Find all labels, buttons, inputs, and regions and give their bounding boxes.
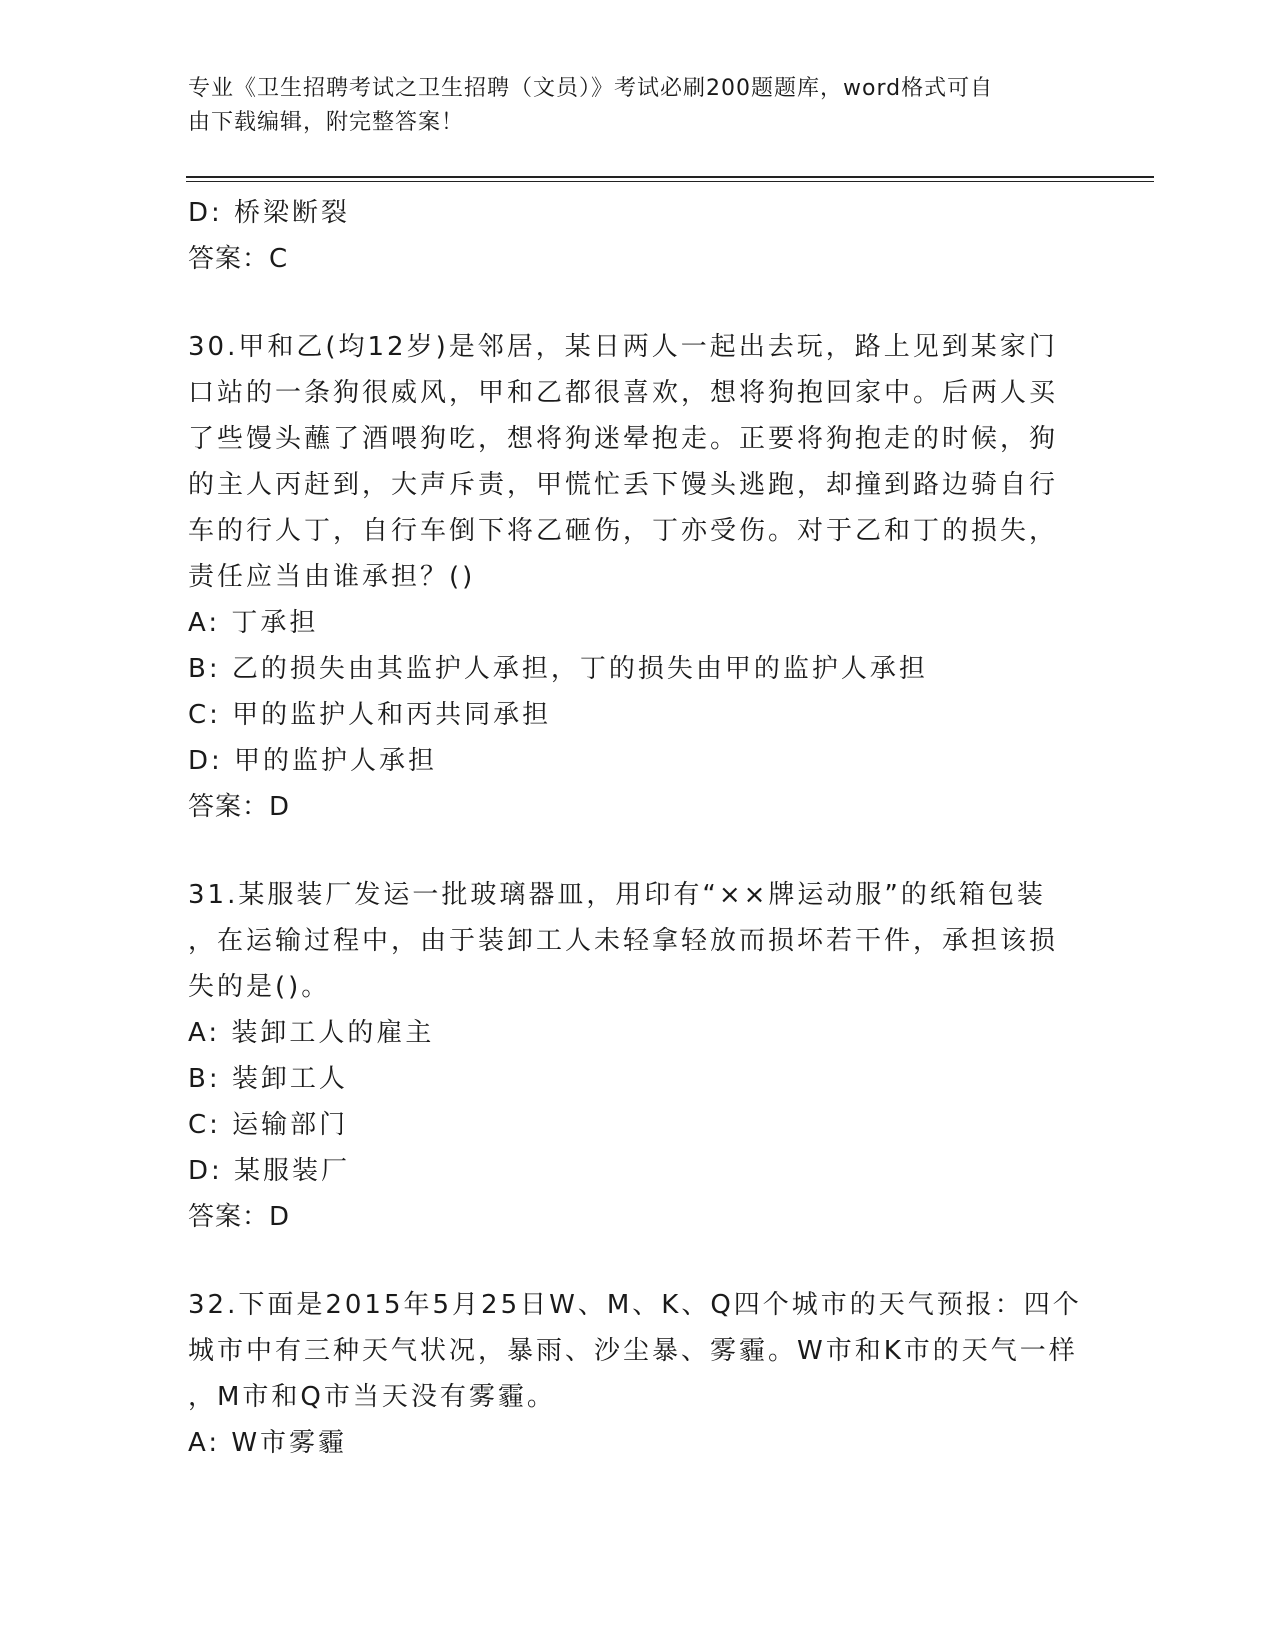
document-header bbox=[188, 72, 1068, 140]
question-stem-line: 失的是()。 bbox=[188, 972, 331, 1002]
question-stem-line: 口站的一条狗很威风，甲和乙都很喜欢，想将狗抱回家中。后两人买 bbox=[188, 378, 1059, 408]
question-32 bbox=[188, 1282, 1088, 1466]
option-d: D: 桥梁断裂 bbox=[188, 198, 351, 228]
question-stem-line: 车的行人丁，自行车倒下将乙砸伤，丁亦受伤。对于乙和丁的损失， bbox=[188, 516, 1059, 546]
answer: 答案：D bbox=[188, 792, 291, 822]
header-divider bbox=[186, 176, 1154, 178]
header-divider-thin bbox=[186, 181, 1154, 182]
question-stem-line: 32.下面是2015年5月25日W、M、K、Q四个城市的天气预报：四个 bbox=[188, 1290, 1082, 1320]
question-stem-line: 了些馒头蘸了酒喂狗吃，想将狗迷晕抱走。正要将狗抱走的时候，狗 bbox=[188, 424, 1059, 454]
option-d: D: 甲的监护人承担 bbox=[188, 746, 438, 776]
option-b: B: 装卸工人 bbox=[188, 1064, 348, 1094]
option-d: D: 某服装厂 bbox=[188, 1156, 351, 1186]
answer: 答案：C bbox=[188, 244, 289, 274]
option-a: A: W市雾霾 bbox=[188, 1428, 348, 1458]
question-stem-line: ，M市和Q市当天没有雾霾。 bbox=[188, 1382, 556, 1412]
header-line: 由下载编辑，附完整答案！ bbox=[188, 110, 465, 135]
question-stem-line: 的主人丙赶到，大声斥责，甲慌忙丢下馒头逃跑，却撞到路边骑自行 bbox=[188, 470, 1059, 500]
question-stem-line: 责任应当由谁承担？() bbox=[188, 562, 476, 592]
question-31 bbox=[188, 872, 1088, 1240]
question-30 bbox=[188, 324, 1088, 830]
header-line: 专业《卫生招聘考试之卫生招聘（文员）》考试必刷200题题库，word格式可自 bbox=[188, 76, 994, 101]
document-body bbox=[188, 190, 1088, 1466]
previous-question-tail bbox=[188, 190, 1088, 282]
option-a: A: 丁承担 bbox=[188, 608, 319, 638]
option-c: C: 运输部门 bbox=[188, 1110, 349, 1140]
question-stem-line: ，在运输过程中，由于装卸工人未轻拿轻放而损坏若干件，承担该损 bbox=[188, 926, 1059, 956]
answer: 答案：D bbox=[188, 1202, 291, 1232]
question-stem-line: 30.甲和乙(均12岁)是邻居，某日两人一起出去玩，路上见到某家门 bbox=[188, 332, 1058, 362]
option-b: B: 乙的损失由其监护人承担，丁的损失由甲的监护人承担 bbox=[188, 654, 928, 684]
question-stem-line: 城市中有三种天气状况，暴雨、沙尘暴、雾霾。W市和K市的天气一样 bbox=[188, 1336, 1078, 1366]
question-stem-line: 31.某服装厂发运一批玻璃器皿，用印有“××牌运动服”的纸箱包装 bbox=[188, 880, 1046, 910]
option-c: C: 甲的监护人和丙共同承担 bbox=[188, 700, 552, 730]
option-a: A: 装卸工人的雇主 bbox=[188, 1018, 435, 1048]
